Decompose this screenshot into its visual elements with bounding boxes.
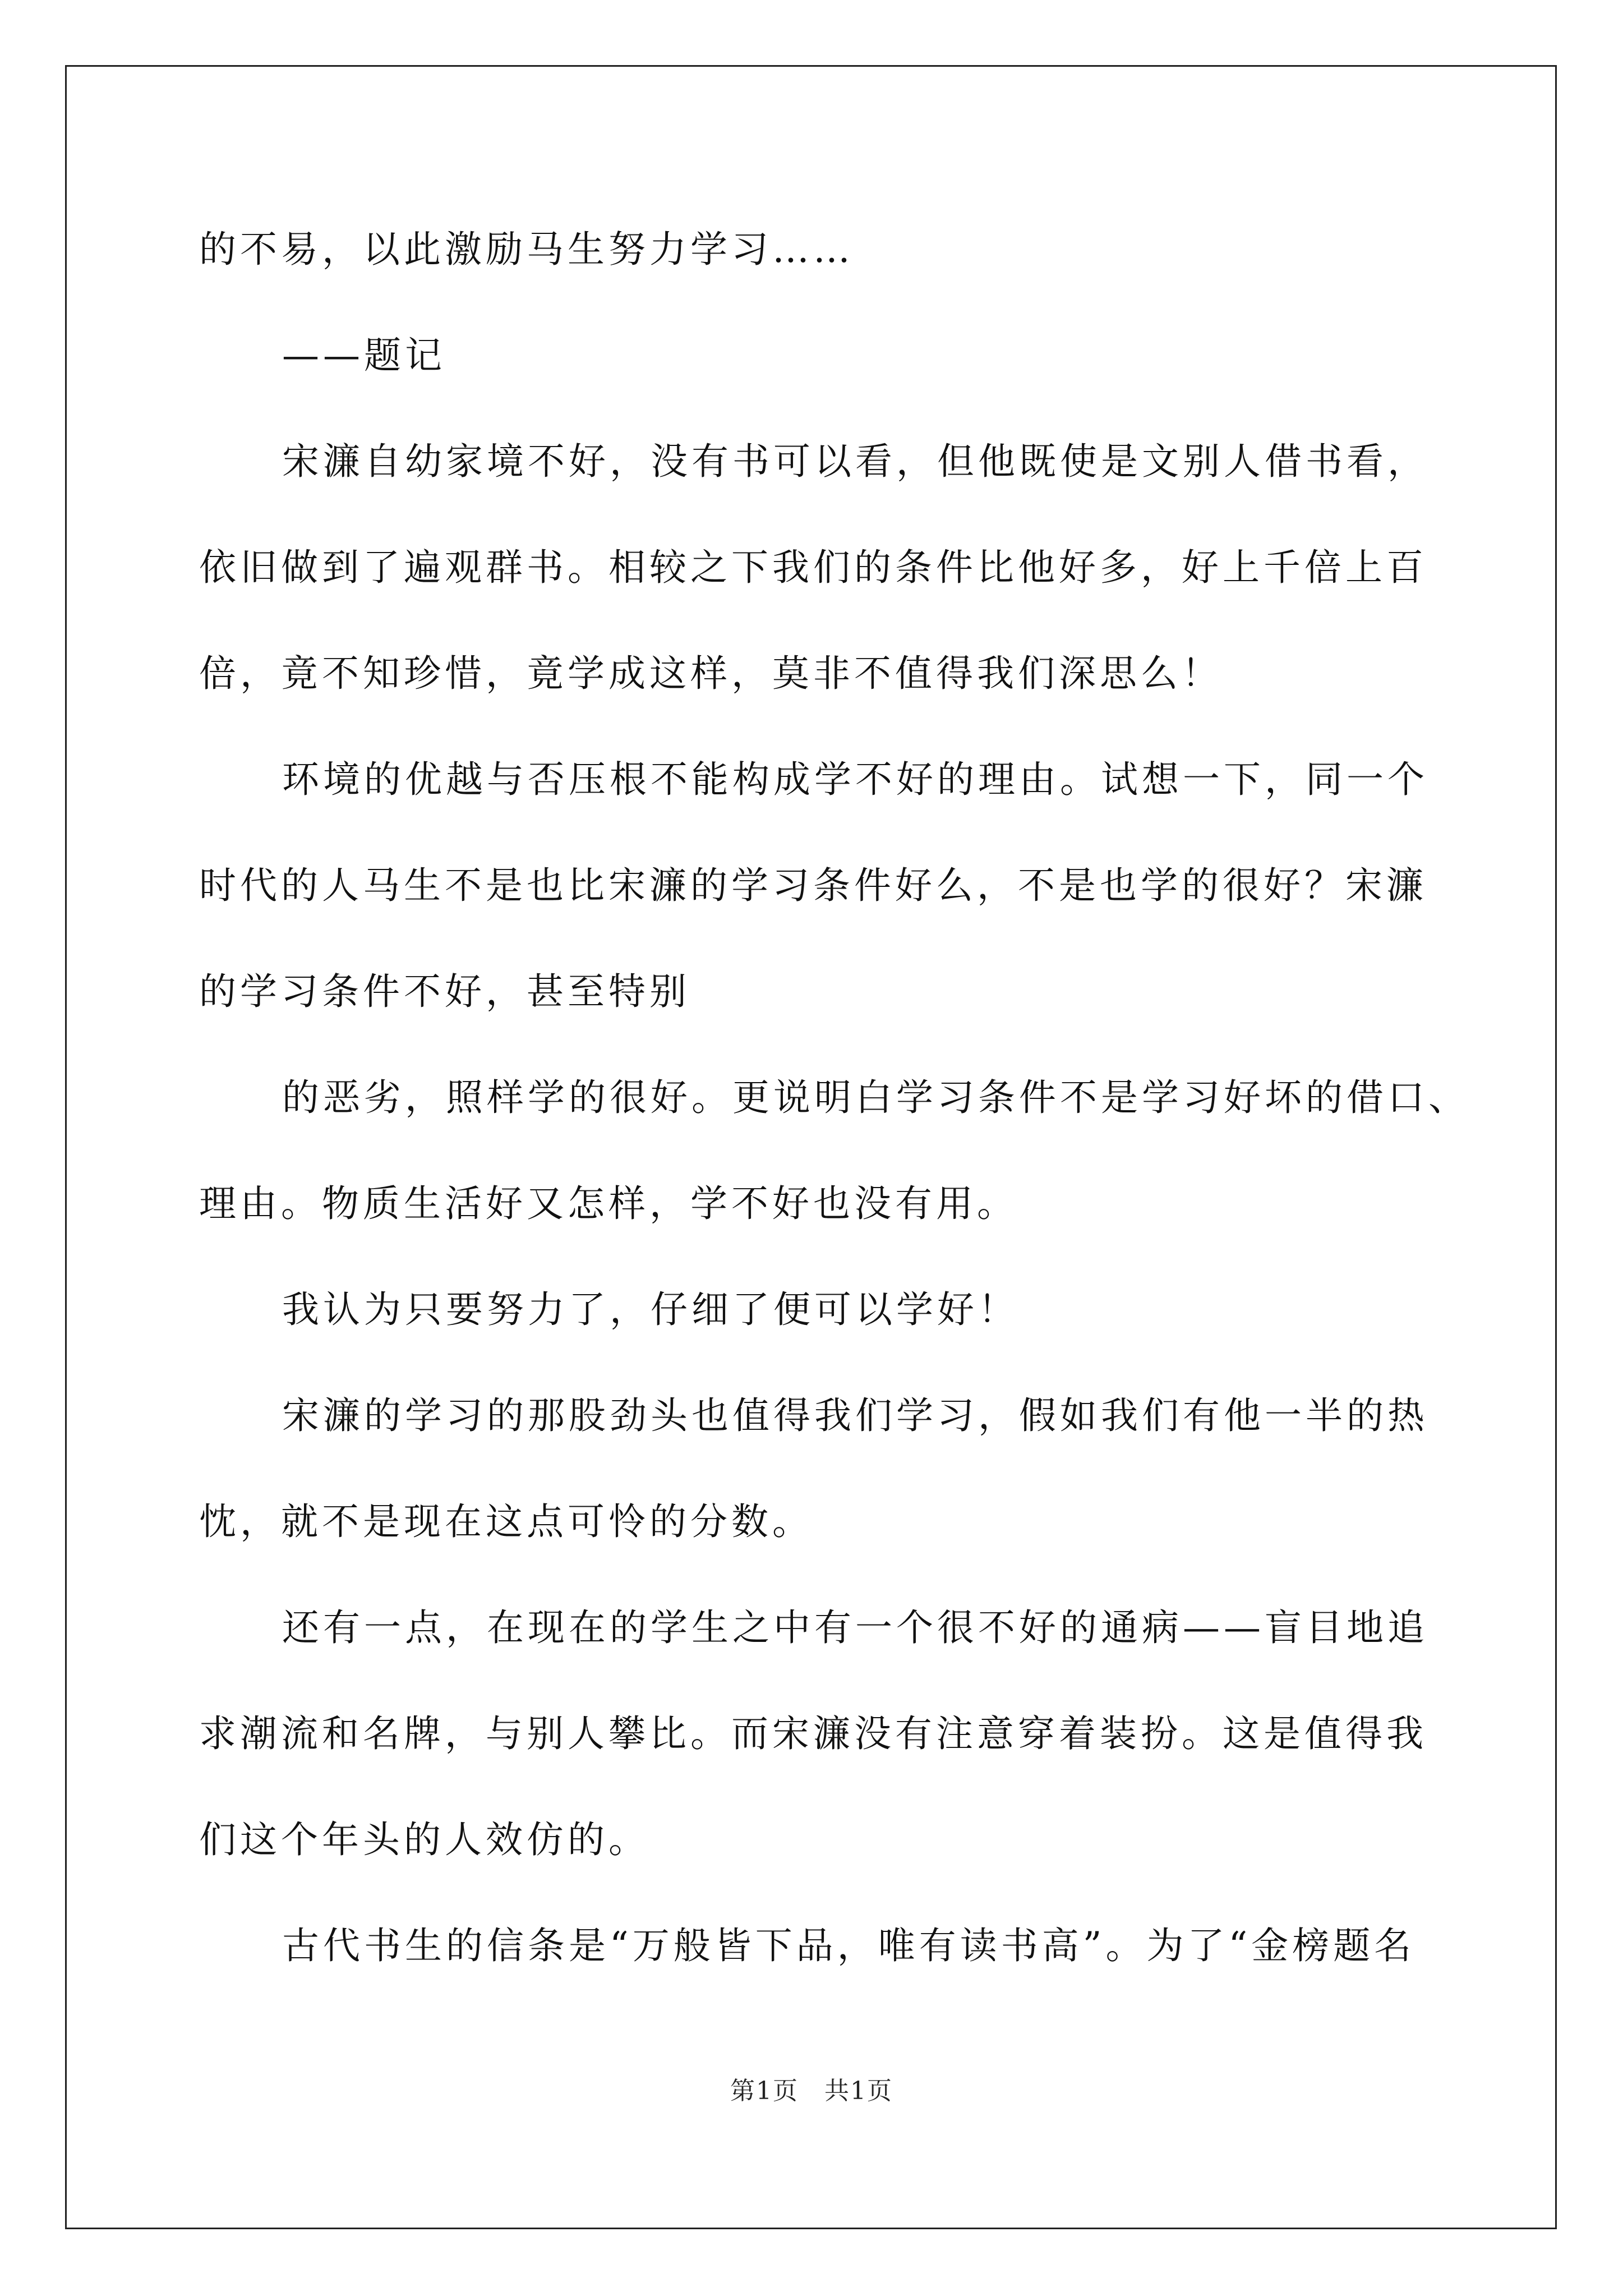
paragraph-line: 求潮流和名牌，与别人攀比。而宋濂没有注意穿着装扮。这是值得我 — [199, 1712, 1427, 1755]
paragraph-line: 宋濂自幼家境不好，没有书可以看，但他既使是文别人借书看， — [282, 440, 1428, 483]
paragraph-line: 宋濂的学习的那股劲头也值得我们学习，假如我们有他一半的热 — [282, 1394, 1428, 1437]
paragraph-line: 的不易，以此激励马生努力学习…… — [199, 228, 854, 271]
paragraph-line: 古代书生的信条是“万般皆下品，唯有读书高”。为了“金榜题名 — [282, 1924, 1415, 1967]
paragraph-line: 还有一点，在现在的学生之中有一个很不好的通病——盲目地追 — [282, 1606, 1428, 1649]
paragraph-line: 们这个年头的人效仿的。 — [199, 1818, 649, 1861]
paragraph-line: 依旧做到了遍观群书。相较之下我们的条件比他好多，好上千倍上百 — [199, 546, 1427, 589]
paragraph-line: 倍，竟不知珍惜，竟学成这样，莫非不值得我们深思么！ — [199, 652, 1223, 695]
page-number-footer: 第1页 共1页 — [730, 2077, 893, 2105]
page-border — [65, 65, 1557, 2229]
paragraph-line: 的学习条件不好，甚至特别 — [199, 970, 690, 1013]
paragraph-line: 环境的优越与否压根不能构成学不好的理由。试想一下，同一个 — [282, 758, 1428, 801]
paragraph-line: 理由。物质生活好又怎样，学不好也没有用。 — [199, 1182, 1018, 1225]
paragraph-line: 的恶劣，照样学的很好。更说明白学习条件不是学习好坏的借口、 — [282, 1076, 1469, 1119]
epigraph-attribution: ——题记 — [282, 334, 446, 377]
paragraph-line: 忱，就不是现在这点可怜的分数。 — [199, 1500, 813, 1543]
paragraph-line: 时代的人马生不是也比宋濂的学习条件好么，不是也学的很好？宋濂 — [199, 864, 1427, 907]
paragraph-line: 我认为只要努力了，仔细了便可以学好！ — [282, 1288, 1019, 1331]
